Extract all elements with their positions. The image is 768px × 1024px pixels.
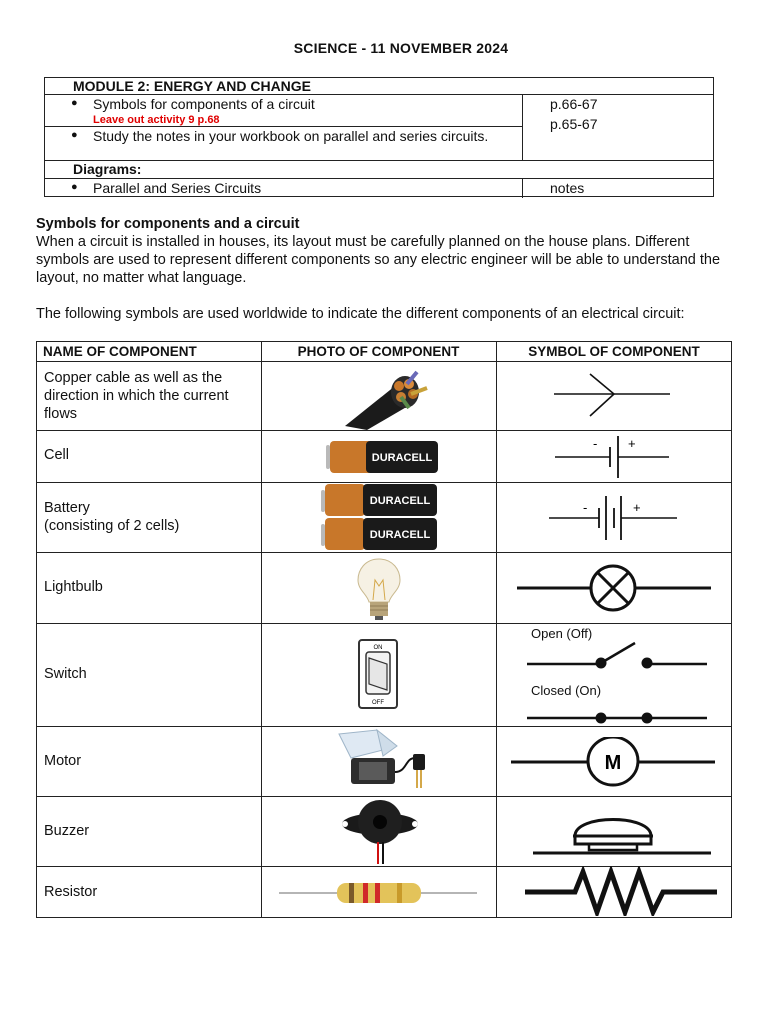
components-table <box>36 341 732 918</box>
module-item-1: Symbols for components of a circuit <box>93 96 315 112</box>
row-battery-name: Battery (consisting of 2 cells) <box>44 500 180 534</box>
battery-photo <box>319 482 441 552</box>
diagram-ref: notes <box>550 180 585 196</box>
diagrams-heading: Diagrams: <box>73 161 142 177</box>
switch-open-label: Open (Off) <box>531 626 593 641</box>
battery-minus-label: - <box>583 500 588 515</box>
section-paragraph-2: The following symbols are used worldwide to indicate the different components of an electrical circuit: <box>36 306 685 322</box>
document-title: SCIENCE - 11 NOVEMBER 2024 <box>293 40 509 56</box>
module-table <box>44 77 714 197</box>
cell-minus-label: - <box>593 436 598 451</box>
section-paragraph-1: When a circuit is installed in houses, its layout must be carefully planned on the house plans. Different symbols are used to represent different components so any electric engineer will be able to understand the layout, no matter what language. <box>36 234 721 286</box>
cell-brand-label: DURACELL <box>371 452 433 464</box>
bullet-icon: ● <box>71 97 78 109</box>
cell-symbol <box>555 432 675 482</box>
lightbulb-symbol <box>517 559 713 617</box>
cable-symbol <box>554 372 674 422</box>
resistor-symbol <box>525 866 719 916</box>
switch-closed-symbol <box>527 706 709 724</box>
module-item-2: Study the notes in your workbook on parallel and series circuits. <box>93 128 489 144</box>
motor-symbol-letter: M <box>604 752 622 774</box>
row-buzzer-name: Buzzer <box>44 823 90 839</box>
cell-photo <box>322 439 442 475</box>
motor-photo <box>331 728 431 796</box>
row-motor-name: Motor <box>44 753 82 769</box>
resistor-photo <box>279 878 479 908</box>
copper-cable-photo <box>337 364 447 430</box>
module-page-ref-2: p.65-67 <box>550 116 598 132</box>
cell-plus-label: + <box>628 436 636 451</box>
battery-brand-label-1: DURACELL <box>369 495 431 507</box>
row-cell-name: Cell <box>44 447 69 463</box>
switch-off-label: OFF <box>372 700 384 706</box>
row-resistor-name: Resistor <box>44 884 98 900</box>
diagram-item: Parallel and Series Circuits <box>93 180 262 196</box>
header-photo: PHOTO OF COMPONENT <box>297 344 460 359</box>
module-item-1-note: Leave out activity 9 p.68 <box>93 114 220 126</box>
buzzer-symbol <box>533 808 713 858</box>
row-cable-name: Copper cable as well as the direction in which the current flows <box>44 370 229 422</box>
switch-photo <box>357 638 399 710</box>
switch-open-symbol <box>527 640 709 670</box>
battery-brand-label-2: DURACELL <box>369 529 431 541</box>
battery-plus-label: + <box>633 500 641 515</box>
header-name: NAME OF COMPONENT <box>43 344 197 359</box>
motor-symbol <box>511 737 717 787</box>
lightbulb-photo <box>355 556 403 622</box>
battery-symbol <box>549 492 679 544</box>
header-symbol: SYMBOL OF COMPONENT <box>528 344 700 359</box>
bullet-icon: ● <box>71 129 78 141</box>
section-heading: Symbols for components and a circuit <box>36 216 300 232</box>
buzzer-photo <box>339 796 421 866</box>
row-lightbulb-name: Lightbulb <box>44 579 103 595</box>
switch-closed-label: Closed (On) <box>531 683 602 698</box>
module-heading: MODULE 2: ENERGY AND CHANGE <box>73 78 312 94</box>
module-page-ref-1: p.66-67 <box>550 96 598 112</box>
switch-on-label: ON <box>373 645 383 651</box>
row-switch-name: Switch <box>44 666 87 682</box>
bullet-icon: ● <box>71 181 78 193</box>
